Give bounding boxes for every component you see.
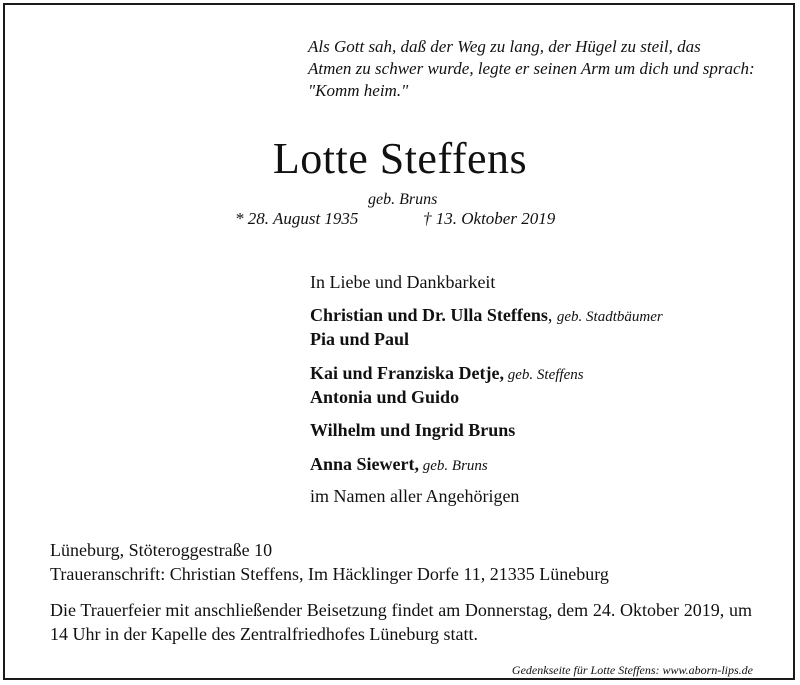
mourner-entry xyxy=(310,361,584,387)
birth-date: * 28. August 1935 xyxy=(235,209,359,228)
mourners-outro: im Namen aller Angehörigen xyxy=(310,486,520,506)
mourner-maiden-name: geb. Bruns xyxy=(419,458,488,474)
death-date: † 13. Oktober 2019 xyxy=(423,209,556,228)
mourner-name: Pia und Paul xyxy=(310,329,410,349)
mourner-name: Antonia und Guido xyxy=(310,387,460,407)
poem-quote xyxy=(308,36,768,102)
mourner-maiden-name: geb. Stadtbäumer xyxy=(556,309,663,325)
maiden-name: geb. Bruns xyxy=(368,191,438,208)
mourners-intro: In Liebe und Dankbarkeit xyxy=(310,272,496,292)
memorial-page-credit: Gedenkseite für Lotte Steffens: www.aborn-lips.de xyxy=(511,663,753,677)
deceased-name: Lotte Steffens xyxy=(272,134,528,183)
mourner-entry xyxy=(310,452,488,478)
place-address: Lüneburg, Stöteroggestraße 10 xyxy=(50,540,273,560)
poem-line-2: Atmen zu schwer wurde, legte er seinen Arm um dich und sprach: xyxy=(308,59,755,78)
mourner-separator: , xyxy=(547,305,557,325)
mourner-entry xyxy=(310,418,515,442)
mourning-address: Traueranschrift: Christian Steffens, Im Häcklinger Dorfe 11, 21335 Lüneburg xyxy=(50,564,609,584)
mourner-name: Anna Siewert, xyxy=(310,454,419,474)
poem-line-1: Als Gott sah, daß der Weg zu lang, der Hügel zu steil, das xyxy=(308,37,701,56)
mourner-name: Kai und Franziska Detje, xyxy=(310,363,505,383)
mourner-maiden-name: geb. Steffens xyxy=(504,367,584,383)
mourner-name: Wilhelm und Ingrid Bruns xyxy=(310,420,516,440)
mourner-entry xyxy=(310,303,663,329)
poem-line-3: "Komm heim." xyxy=(308,81,409,100)
obituary-notice xyxy=(3,3,795,680)
mourner-entry xyxy=(310,327,409,351)
funeral-announcement: Die Trauerfeier mit anschließender Beisetzung findet am Donnerstag, dem 24. Oktober 2019, um 14 Uhr in der Kapelle des Zentralfriedhofes Lüneburg statt. xyxy=(50,600,752,644)
mourner-entry xyxy=(310,385,459,409)
mourner-name: Christian und Dr. Ulla Steffens xyxy=(310,305,548,325)
